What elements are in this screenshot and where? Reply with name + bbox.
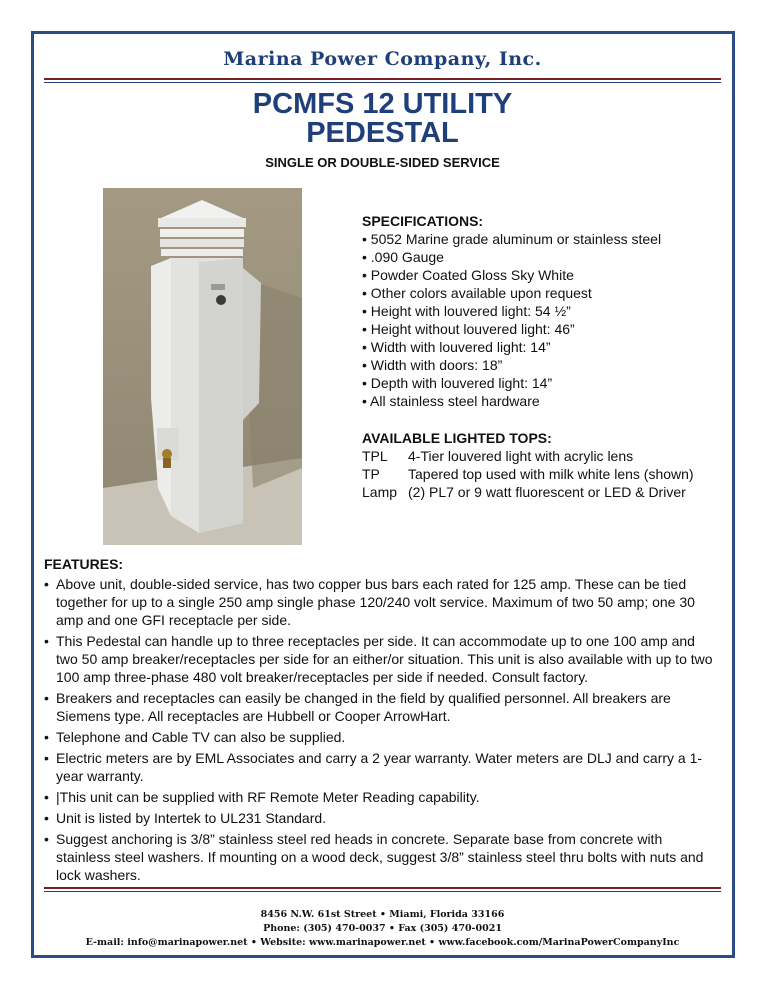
- feature-item: • Unit is listed by Intertek to UL231 Standard.: [44, 809, 720, 827]
- company-name: Marina Power Company, Inc.: [223, 48, 542, 70]
- product-title: [0, 90, 765, 148]
- product-subtitle: SINGLE OR DOUBLE-SIDED SERVICE: [265, 155, 500, 170]
- top-code: TP: [362, 466, 380, 482]
- pedestal-photo: [103, 188, 302, 545]
- features-heading: FEATURES:: [44, 556, 124, 572]
- header-rule: [44, 78, 721, 83]
- pedestal-illustration: [103, 188, 302, 545]
- feature-item: • Suggest anchoring is 3/8” stainless steel red heads in concrete. Separate base from concrete with stainless steel washers. If mounting on a wood deck, suggest 3/8” stainless steel thru bolts with nuts and lock washers.: [44, 830, 720, 884]
- specifications-section: [362, 212, 661, 410]
- top-desc: Tapered top used with milk white lens (shown): [408, 466, 694, 482]
- lighted-top-row: [362, 483, 694, 501]
- feature-item: • Telephone and Cable TV can also be supplied.: [44, 728, 720, 746]
- top-code: Lamp: [362, 484, 398, 500]
- spec-item: • Width with louvered light: 14”: [362, 339, 551, 355]
- footer-contact: [0, 908, 765, 950]
- feature-item: • Breakers and receptacles can easily be changed in the field by qualified personnel. All breakers are Siemens type. All receptacles are Hubbell or Cooper ArrowHart.: [44, 689, 720, 725]
- specifications-heading: SPECIFICATIONS:: [362, 213, 484, 229]
- feature-item: • Electric meters are by EML Associates and carry a 2 year warranty. Water meters are DLJ and carry a 1-year warranty.: [44, 749, 720, 785]
- spec-item: • All stainless steel hardware: [362, 393, 540, 409]
- top-code: TPL: [362, 448, 388, 464]
- spec-item: • Other colors available upon request: [362, 285, 592, 301]
- footer-phone: Phone: (305) 470-0037 • Fax (305) 470-0021: [263, 923, 502, 934]
- feature-item: • Above unit, double-sided service, has two copper bus bars each rated for 125 amp. These can be tied together for up to a single 250 amp single phase 120/240 volt service. Maximum of two 50 amp; one 30 amp and one GFI receptacle per side.: [44, 575, 720, 629]
- feature-item: • This Pedestal can handle up to three receptacles per side. It can accommodate up to one 100 amp and two 50 amp breaker/receptacles per side for an either/or situation. This unit is also available with up to two 100 amp three-phase 480 volt breaker/receptacles per side if needed. Consult factory.: [44, 632, 720, 686]
- footer-address: 8456 N.W. 61st Street • Miami, Florida 33166: [260, 909, 505, 920]
- spec-item: • 5052 Marine grade aluminum or stainless steel: [362, 231, 662, 247]
- title-line-2: PEDESTAL: [306, 117, 459, 149]
- top-desc: 4-Tier louvered light with acrylic lens: [408, 448, 634, 464]
- spec-item: • Height with louvered light: 54 ½”: [362, 303, 571, 319]
- lighted-tops-section: [362, 429, 694, 501]
- features-list: [44, 575, 720, 887]
- spec-item: • .090 Gauge: [362, 249, 444, 265]
- spec-item: • Width with doors: 18”: [362, 357, 503, 373]
- lighted-tops-heading: AVAILABLE LIGHTED TOPS:: [362, 430, 552, 446]
- lighted-top-row: [362, 465, 694, 483]
- title-line-1: PCMFS 12 UTILITY: [252, 88, 513, 120]
- feature-item: • |This unit can be supplied with RF Remote Meter Reading capability.: [44, 788, 720, 806]
- footer-web[interactable]: E-mail: info@marinapower.net • Website: www.marinapower.net • www.facebook.com/MarinaPowerCompanyInc: [85, 937, 680, 948]
- spec-item: • Height without louvered light: 46”: [362, 321, 575, 337]
- spec-item: • Powder Coated Gloss Sky White: [362, 267, 574, 283]
- footer-rule: [44, 887, 721, 892]
- top-desc: (2) PL7 or 9 watt fluorescent or LED & Driver: [408, 484, 686, 500]
- lighted-top-row: [362, 447, 694, 465]
- spec-item: • Depth with louvered light: 14”: [362, 375, 553, 391]
